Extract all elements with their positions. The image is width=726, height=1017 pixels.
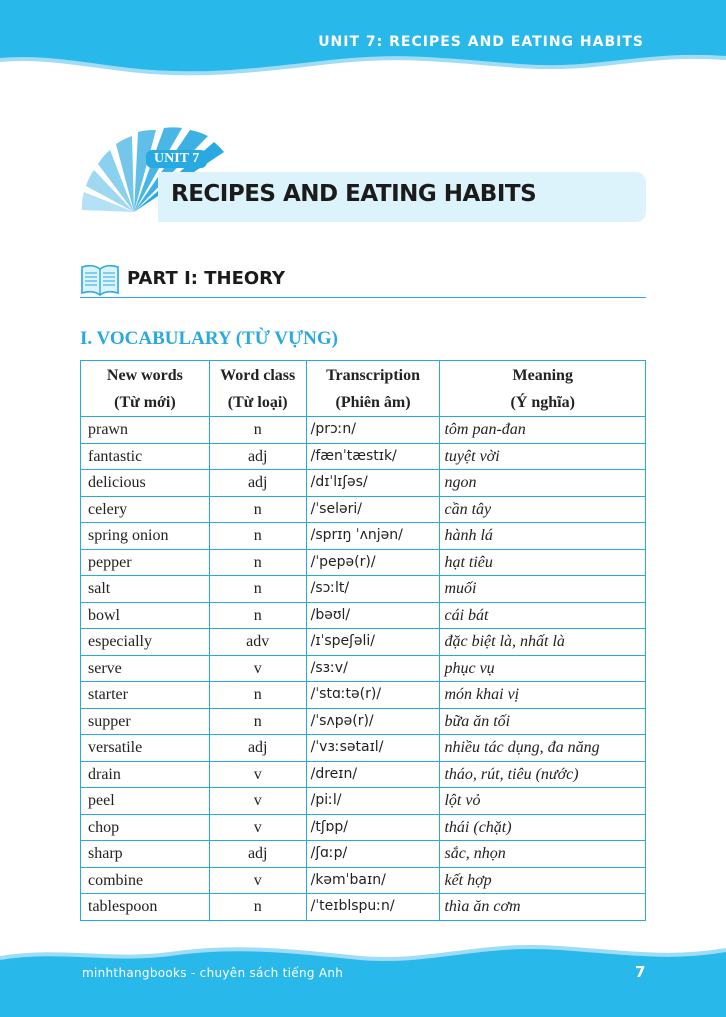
- cell-word-class: v: [209, 655, 306, 682]
- cell-transcription: /sɜːv/: [306, 655, 440, 682]
- cell-meaning: thái (chặt): [440, 814, 646, 841]
- cell-word: combine: [81, 867, 210, 894]
- cell-word-class: v: [209, 788, 306, 815]
- cell-transcription: /bəʊl/: [306, 602, 440, 629]
- table-row: [81, 682, 646, 709]
- cell-transcription: /tʃɒp/: [306, 814, 440, 841]
- unit-badge: UNIT 7: [146, 150, 207, 168]
- cell-meaning: hành lá: [440, 523, 646, 550]
- cell-word: supper: [81, 708, 210, 735]
- cell-word: celery: [81, 496, 210, 523]
- cell-word-class: n: [209, 602, 306, 629]
- cell-meaning: tuyệt vời: [440, 443, 646, 470]
- cell-word: drain: [81, 761, 210, 788]
- cell-word: peel: [81, 788, 210, 815]
- header-transcription: Transcription (Phiên âm): [306, 361, 440, 417]
- table-row: [81, 523, 646, 550]
- cell-word-class: n: [209, 549, 306, 576]
- cell-transcription: /sprɪŋ ˈʌnjən/: [306, 523, 440, 550]
- cell-word-class: n: [209, 682, 306, 709]
- cell-word-class: adv: [209, 629, 306, 656]
- table-row: [81, 761, 646, 788]
- cell-word-class: n: [209, 523, 306, 550]
- running-head: UNIT 7: RECIPES AND EATING HABITS: [318, 34, 644, 50]
- cell-meaning: hạt tiêu: [440, 549, 646, 576]
- cell-word: especially: [81, 629, 210, 656]
- unit-title: RECIPES AND EATING HABITS: [171, 181, 537, 207]
- cell-word: versatile: [81, 735, 210, 762]
- cell-meaning: bữa ăn tối: [440, 708, 646, 735]
- cell-meaning: ngon: [440, 470, 646, 497]
- cell-word-class: v: [209, 867, 306, 894]
- cell-word: prawn: [81, 417, 210, 444]
- part-divider: [80, 297, 646, 298]
- cell-transcription: /dɪˈlɪʃəs/: [306, 470, 440, 497]
- cell-word-class: n: [209, 894, 306, 921]
- cell-transcription: /ɪˈspeʃəli/: [306, 629, 440, 656]
- cell-transcription: /ˈstɑːtə(r)/: [306, 682, 440, 709]
- table-row: [81, 867, 646, 894]
- table-row: [81, 443, 646, 470]
- cell-word-class: v: [209, 761, 306, 788]
- cell-word: sharp: [81, 841, 210, 868]
- cell-meaning: đặc biệt là, nhất là: [440, 629, 646, 656]
- cell-word-class: n: [209, 576, 306, 603]
- cell-word: serve: [81, 655, 210, 682]
- page-number: 7: [635, 963, 646, 981]
- cell-meaning: tôm pan-đan: [440, 417, 646, 444]
- cell-meaning: món khai vị: [440, 682, 646, 709]
- cell-transcription: /fænˈtæstɪk/: [306, 443, 440, 470]
- cell-word-class: n: [209, 496, 306, 523]
- cell-word-class: adj: [209, 841, 306, 868]
- cell-transcription: /ʃɑːp/: [306, 841, 440, 868]
- cell-transcription: /ˈvɜːsətaɪl/: [306, 735, 440, 762]
- table-row: [81, 655, 646, 682]
- header-word-class: Word class (Từ loại): [209, 361, 306, 417]
- cell-meaning: cái bát: [440, 602, 646, 629]
- cell-meaning: kết hợp: [440, 867, 646, 894]
- table-row: [81, 470, 646, 497]
- cell-word: tablespoon: [81, 894, 210, 921]
- cell-word-class: adj: [209, 443, 306, 470]
- cell-word-class: adj: [209, 470, 306, 497]
- cell-word: fantastic: [81, 443, 210, 470]
- cell-transcription: /kəmˈbaɪn/: [306, 867, 440, 894]
- cell-transcription: /ˈpepə(r)/: [306, 549, 440, 576]
- cell-word: spring onion: [81, 523, 210, 550]
- cell-word-class: n: [209, 417, 306, 444]
- cell-meaning: cần tây: [440, 496, 646, 523]
- cell-transcription: /dreɪn/: [306, 761, 440, 788]
- cell-meaning: thìa ăn cơm: [440, 894, 646, 921]
- cell-meaning: nhiều tác dụng, đa năng: [440, 735, 646, 762]
- cell-meaning: sắc, nhọn: [440, 841, 646, 868]
- cell-word: pepper: [81, 549, 210, 576]
- cell-transcription: /ˈseləri/: [306, 496, 440, 523]
- cell-word: starter: [81, 682, 210, 709]
- vocabulary-table: [80, 360, 646, 921]
- cell-word: salt: [81, 576, 210, 603]
- cell-word-class: n: [209, 708, 306, 735]
- cell-meaning: lột vỏ: [440, 788, 646, 815]
- cell-meaning: tháo, rút, tiêu (nước): [440, 761, 646, 788]
- cell-transcription: /prɔːn/: [306, 417, 440, 444]
- cell-word: delicious: [81, 470, 210, 497]
- cell-word-class: v: [209, 814, 306, 841]
- part-title: PART I: THEORY: [127, 268, 286, 289]
- cell-transcription: /sɔːlt/: [306, 576, 440, 603]
- table-row: [81, 814, 646, 841]
- table-row: [81, 549, 646, 576]
- table-row: [81, 708, 646, 735]
- cell-transcription: /ˈteɪblspuːn/: [306, 894, 440, 921]
- cell-meaning: phục vụ: [440, 655, 646, 682]
- table-row: [81, 894, 646, 921]
- table-row: [81, 788, 646, 815]
- table-row: [81, 417, 646, 444]
- footer-publisher: minhthangbooks - chuyên sách tiếng Anh: [82, 966, 344, 980]
- section-title: I. VOCABULARY (TỪ VỰNG): [80, 328, 338, 349]
- cell-transcription: /piːl/: [306, 788, 440, 815]
- table-row: [81, 576, 646, 603]
- header-new-words: New words (Từ mới): [81, 361, 210, 417]
- header-meaning: Meaning (Ý nghĩa): [440, 361, 646, 417]
- cell-word: bowl: [81, 602, 210, 629]
- cell-transcription: /ˈsʌpə(r)/: [306, 708, 440, 735]
- table-row: [81, 602, 646, 629]
- cell-meaning: muối: [440, 576, 646, 603]
- cell-word-class: adj: [209, 735, 306, 762]
- table-row: [81, 841, 646, 868]
- cell-word: chop: [81, 814, 210, 841]
- table-row: [81, 496, 646, 523]
- table-row: [81, 735, 646, 762]
- table-row: [81, 629, 646, 656]
- table-header-row: [81, 361, 646, 417]
- open-book-icon: [80, 263, 120, 297]
